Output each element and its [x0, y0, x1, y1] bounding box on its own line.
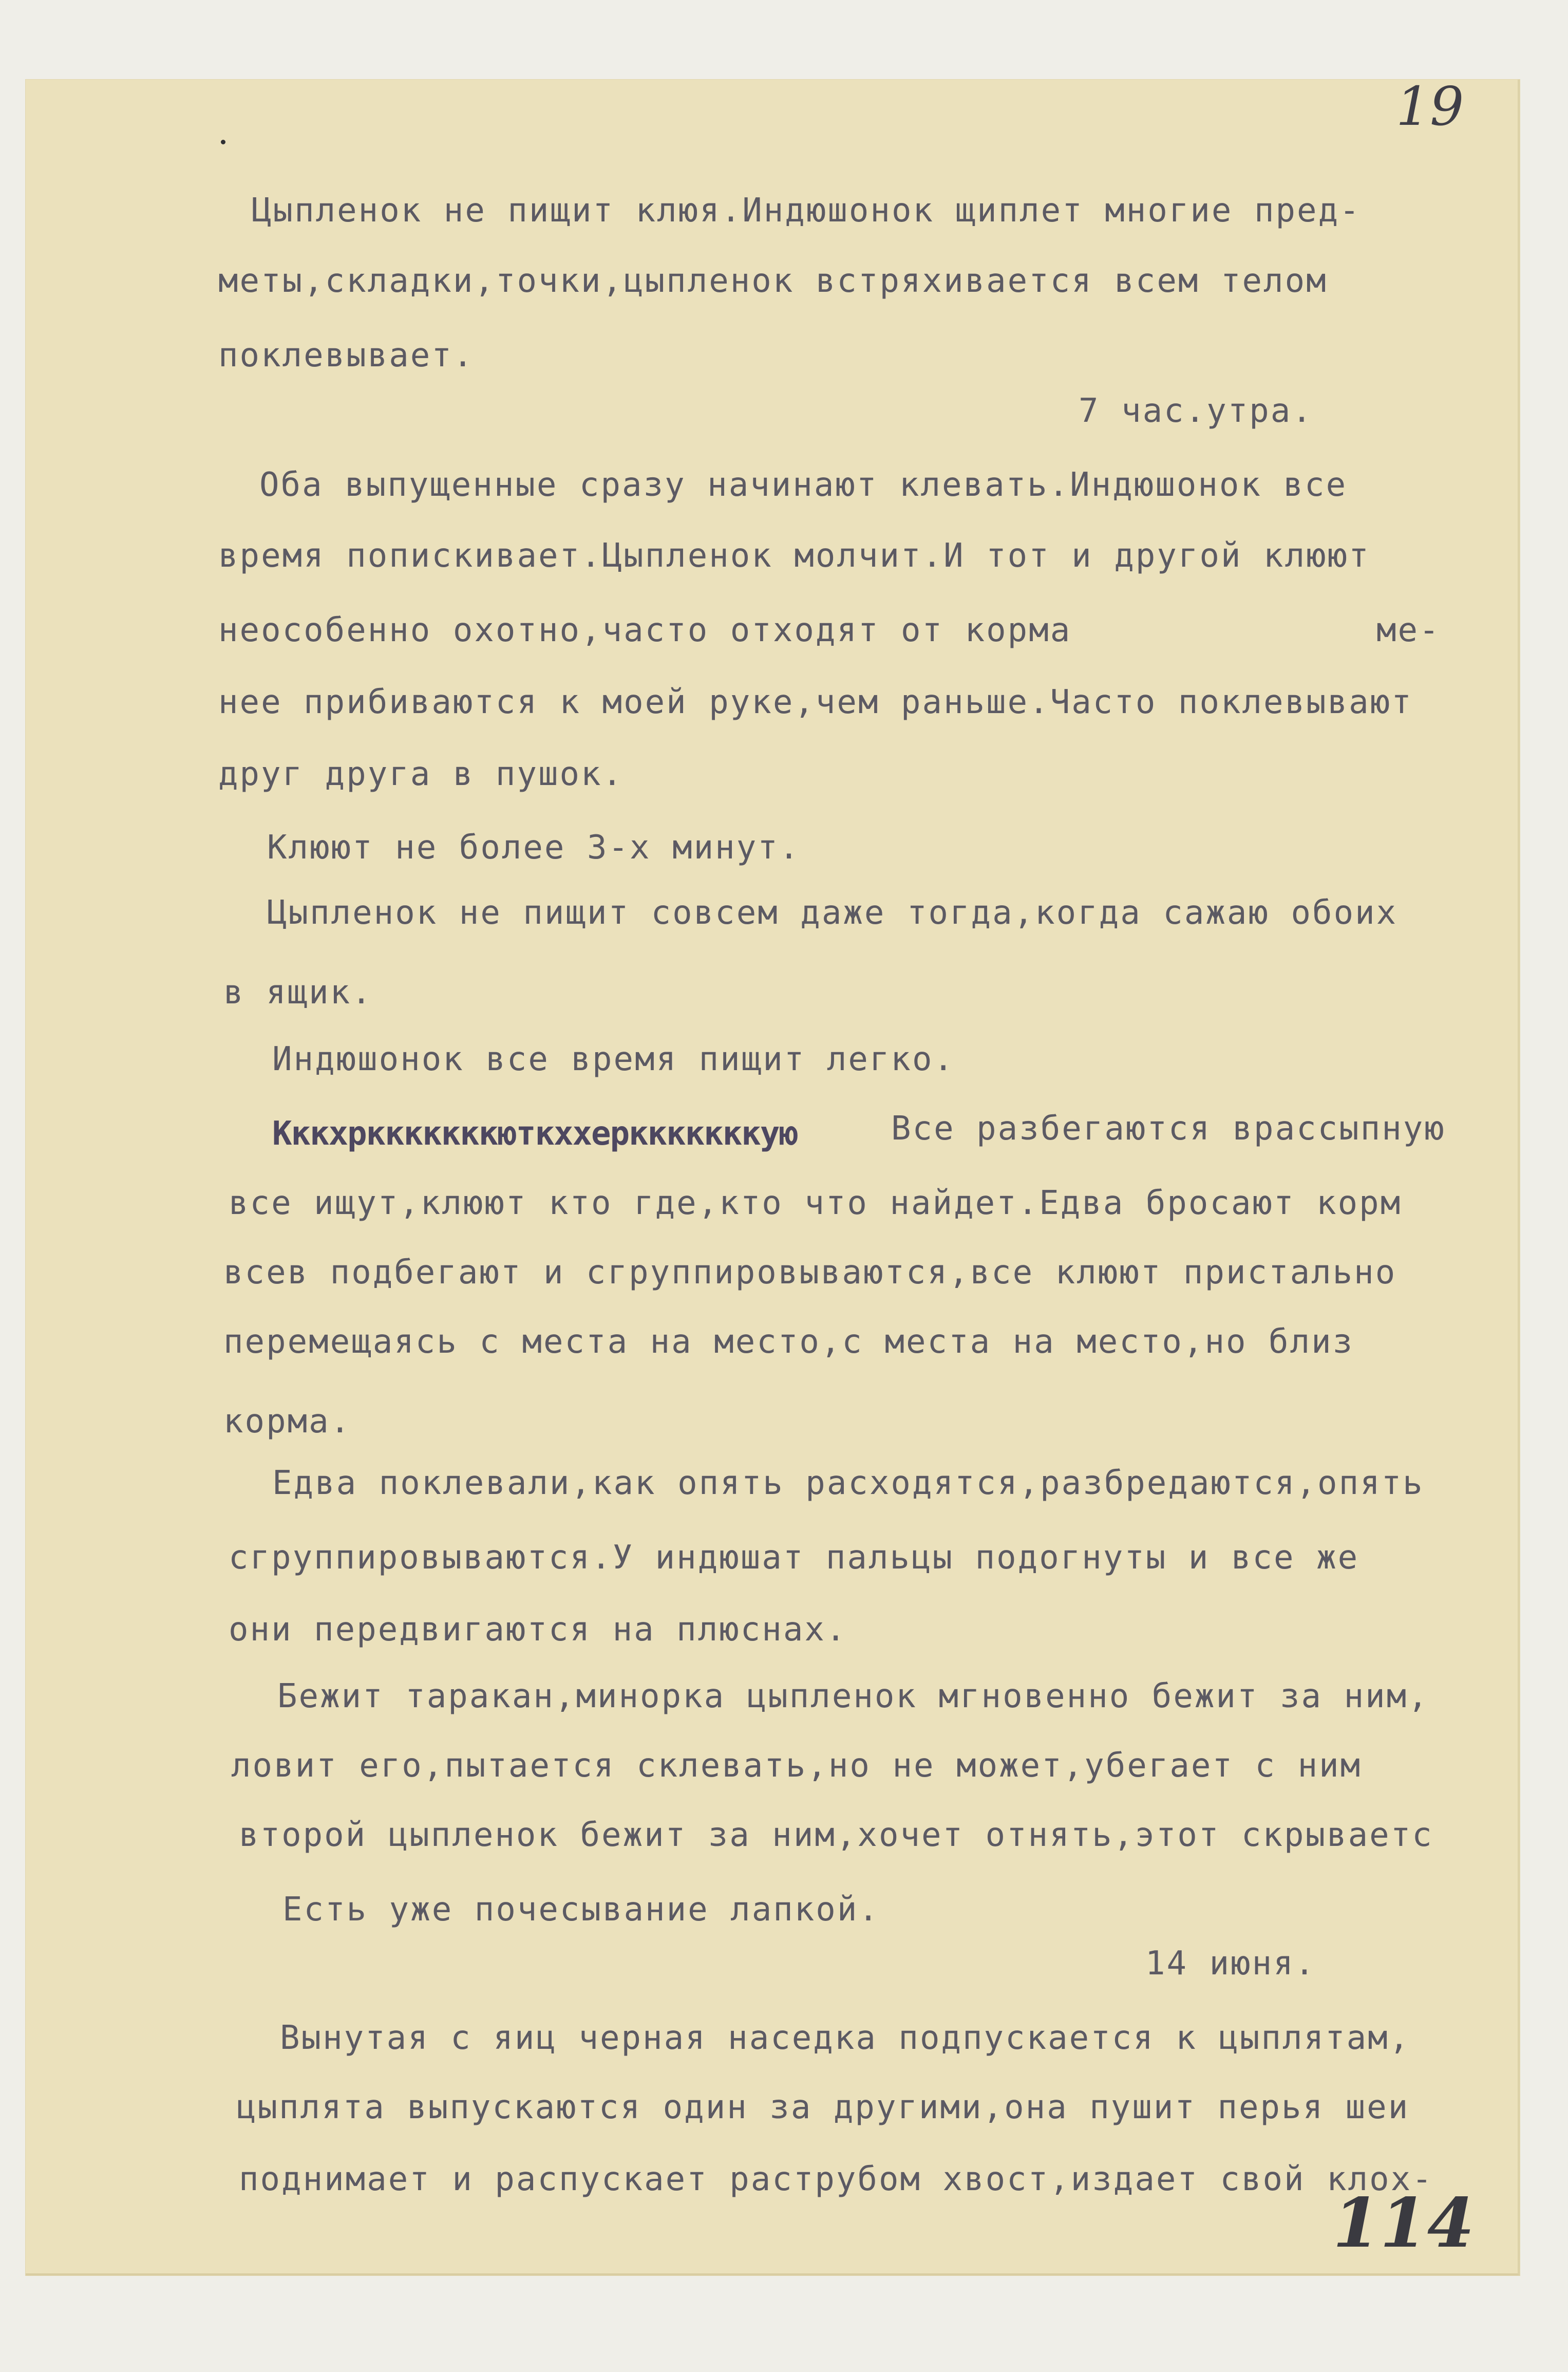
- text-line: нее прибиваются к моей руке,чем раньше.Часто поклевывают: [218, 683, 1413, 721]
- text-line: Индюшонок все время пищит легко.: [272, 1040, 955, 1078]
- text-line: 7 час.утра.: [1079, 392, 1313, 430]
- text-line: Цыпленок не пищит клюя.Индюшонок щиплет многие пред-: [252, 192, 1361, 230]
- text-line: ловит его,пытается склевать,но не может,убегает с ним: [231, 1747, 1362, 1785]
- text-line: Вынутая с яиц черная наседка подпускается к цыплятам,: [280, 2019, 1411, 2057]
- text-line: Все разбегаются врассыпную: [891, 1110, 1446, 1148]
- text-line: второй цыпленок бежит за ним,хочет отнять,этот скрываетс: [239, 1816, 1433, 1854]
- text-line: поднимает и распускает раструбом хвост,издает свой клох-: [239, 2160, 1433, 2198]
- text-line: перемещаясь с места на место,с места на место,но близ: [223, 1323, 1354, 1361]
- text-line: Оба выпущенные сразу начинают клевать.Индюшонок все: [259, 466, 1348, 504]
- text-line: они передвигаются на плюснах.: [229, 1611, 847, 1649]
- text-line: меты,складки,точки,цыпленок встряхивается всем телом: [218, 262, 1328, 300]
- text-line: всев подбегают и сгруппировываются,все клюют пристально: [223, 1254, 1397, 1292]
- archive-sheet-number: 114: [1333, 2183, 1475, 2263]
- text-line: Есть уже почесывание лапкой.: [282, 1891, 880, 1929]
- text-line: все ищут,клюют кто где,кто что найдет.Едва бросают корм: [229, 1184, 1402, 1222]
- folio-number: 19: [1396, 75, 1464, 138]
- text-line: в ящик.: [223, 974, 373, 1012]
- text-line: время попискивает.Цыпленок молчит.И тот и другой клюют: [218, 537, 1370, 575]
- text-line: цыплята выпускаются один за другими,она пушит перья шеи: [236, 2088, 1410, 2126]
- text-line: 14 июня.: [1145, 1945, 1316, 1983]
- text-line: ме-: [1376, 611, 1441, 649]
- text-line: неособенно охотно,часто отходят от корма: [218, 611, 1072, 649]
- text-line: Цыпленок не пищит совсем даже тогда,когда сажаю обоих: [267, 894, 1398, 932]
- text-line: поклевывает.: [218, 337, 475, 375]
- text-line: Бежит таракан,минорка цыпленок мгновенно бежит за ним,: [277, 1677, 1429, 1715]
- text-line: корма.: [223, 1403, 352, 1441]
- text-line: Клюют не более 3-х минут.: [267, 829, 801, 867]
- ink-dot: [221, 140, 225, 144]
- struck-out-text: Кккхркккккккюткххеркккккккую: [272, 1115, 798, 1153]
- text-line: Едва поклевали,как опять расходятся,разбредаются,опять: [272, 1464, 1424, 1502]
- text-line: друг друга в пушок.: [218, 755, 624, 793]
- text-line: сгруппировываются.У индюшат пальцы подогнуты и все же: [229, 1539, 1359, 1577]
